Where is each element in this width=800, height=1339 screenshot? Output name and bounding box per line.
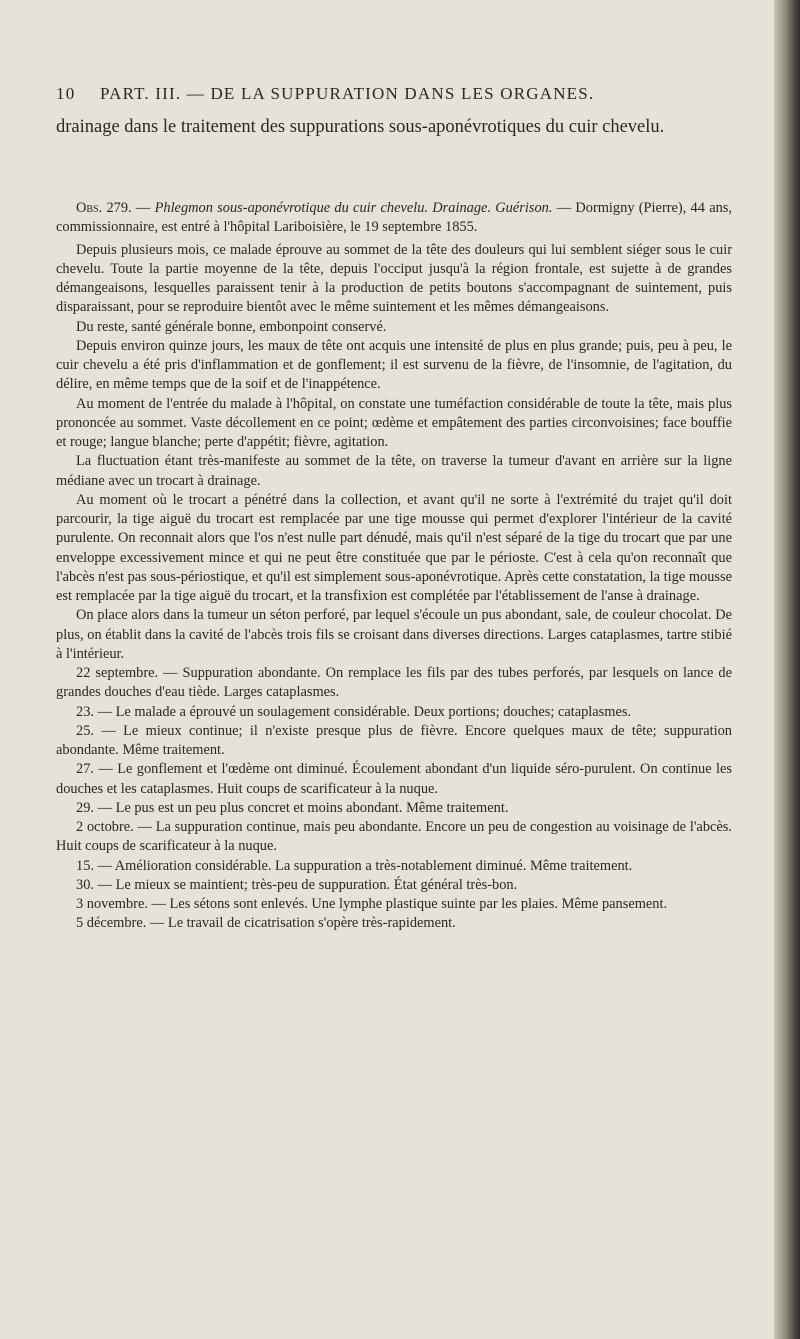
page-number: 10 (56, 84, 76, 103)
paragraph: 27. — Le gonflement et l'œdème ont diminué. Écoulement abondant d'un liquide séro-purulent. On continue les douches et les cataplasmes. Huit coups de scarificateur à la nuque. (56, 761, 732, 797)
observation-heading: Obs. 279. — Phlegmon sous-aponévrotique du cuir chevelu. Drainage. Guérison. — Dormigny (Pierre), 44 ans, commissionnaire, est entré à l'hôpital Lariboisière, le 19 septembre 1855. (56, 200, 732, 236)
running-head (56, 84, 716, 104)
paragraph: 23. — Le malade a éprouvé un soulagement considérable. Deux portions; douches; cataplasmes. (76, 703, 632, 720)
paragraph: Du reste, santé générale bonne, embonpoint conservé. (76, 318, 387, 335)
paragraph: 5 décembre. — Le travail de cicatrisation s'opère très-rapidement. (76, 915, 456, 932)
paragraph: Au moment où le trocart a pénétré dans la collection, et avant qu'il ne sorte à l'extrémité du trajet qu'il doit parcourir, la tige aiguë du trocart est remplacée par une tige mousse qui permet d'explorer l'intérieur de la cavité purulente. On reconnait alors que l'os n'est nulle part dénudé, mais qu'il n'est séparé de la tige du trocart que par une enveloppe excessivement mince et qui ne peut être constituée que par le périoste. C'est à cela qu'on reconnaît que l'abcès n'est pas sous-périostique, et qu'il est simplement sous-aponévrotique. Après cette constatation, la tige mousse est remplacée par la tige aiguë du trocart, et la transfixion est complétée par l'établissement de l'anse à drainage. (56, 491, 732, 604)
paragraph: La fluctuation étant très-manifeste au sommet de la tête, on traverse la tumeur d'avant en arrière sur la ligne médiane avec un trocart à drainage. (56, 453, 732, 489)
intro-text: drainage dans le traitement des suppurations sous-aponévrotiques du cuir chevelu. (56, 117, 665, 137)
paragraph: 22 septembre. — Suppuration abondante. On remplace les fils par des tubes perforés, par lesquels on lance de grandes douches d'eau tiède. Larges cataplasmes. (56, 665, 732, 701)
paragraph: 30. — Le mieux se maintient; très-peu de suppuration. État général très-bon. (76, 876, 518, 893)
paragraph: Depuis plusieurs mois, ce malade éprouve au sommet de la tête des douleurs qui lui semblent siéger sous le cuir chevelu. Toute la partie moyenne de la tête, depuis l'occiput jusqu'à la région frontale, est sujette à de grandes démangeaisons, lesquelles paraissent tenir à la production de petits boutons s'accompagnant de suintement, puis disparaissant, pour se reproduire bientôt avec le même suintement et les mêmes démangeaisons. (56, 241, 732, 316)
paragraph: 2 octobre. — La suppuration continue, mais peu abondante. Encore un peu de congestion au voisinage de l'abcès. Huit coups de scarificateur à la nuque. (56, 819, 732, 855)
paragraph: 25. — Le mieux continue; il n'existe presque plus de fièvre. Encore quelques maux de tête; suppuration abondante. Même traitement. (56, 722, 732, 758)
paragraph: Depuis environ quinze jours, les maux de tête ont acquis une intensité de plus en plus grande; puis, peu à peu, le cuir chevelu a été pris d'inflammation et de gonflement; il est survenu de la fièvre, de l'insomnie, de l'agitation, du délire, en même temps que de la soif et de l'inappétence. (56, 337, 732, 393)
paragraph: Au moment de l'entrée du malade à l'hôpital, on constate une tuméfaction considérable de toute la tête, mais plus prononcée au sommet. Vaste décollement en ce point; œdème et empâtement des parties circonvoisines; face bouffie et rouge; langue blanche; perte d'appétit; fièvre, agitation. (56, 395, 732, 450)
running-head-title: PART. III. — DE LA SUPPURATION DANS LES ORGANES. (100, 84, 595, 103)
observation-label: Obs. 279. (76, 200, 132, 216)
body-text (56, 199, 732, 934)
paragraph: On place alors dans la tumeur un séton perforé, par lequel s'écoule un pus abondant, sale, de couleur chocolat. De plus, on établit dans la cavité de l'abcès trois fils se croisant dans diverses directions. Larges cataplasmes, tartre stibié à l'intérieur. (56, 607, 732, 662)
paragraph: 15. — Amélioration considérable. La suppuration a très-notablement diminué. Même traitement. (76, 857, 633, 874)
observation-title: Phlegmon sous-aponévrotique du cuir chevelu. Drainage. Guérison. (154, 200, 553, 216)
page-edge-shadow (774, 0, 800, 1339)
paragraph: 3 novembre. — Les sétons sont enlevés. Une lymphe plastique suinte par les plaies. Même pansement. (76, 896, 668, 912)
paragraph: 29. — Le pus est un peu plus concret et moins abondant. Même traitement. (76, 799, 509, 816)
observation-text: — Dormigny (Pierre), 44 ans, commissionnaire, est entré à l'hôpital Lariboisière, le 19 septembre 1855. (56, 200, 732, 236)
